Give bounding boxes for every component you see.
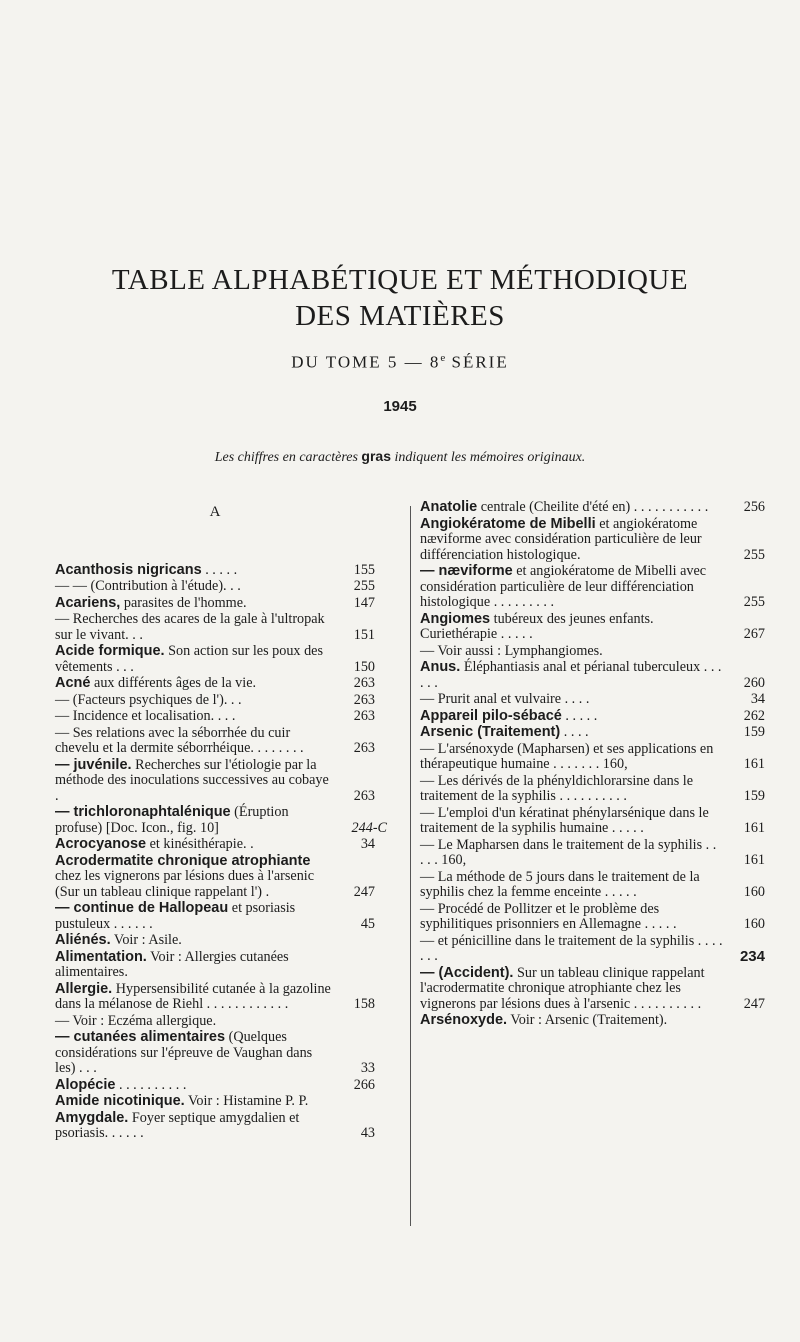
entry-description: — Ses relations avec la séborrhée du cuir chevelu et la dermite séborrhéique. . . . . . . . xyxy=(55,724,304,756)
entry-text xyxy=(420,806,723,837)
entry-text xyxy=(420,870,723,901)
index-entry xyxy=(55,644,375,675)
entry-description: — Les dérivés de la phényldichlorarsine dans le traitement de la syphilis . . . . . . . . . . xyxy=(420,772,694,804)
entry-headword: — cutanées alimentaires xyxy=(55,1029,226,1045)
entry-page: 161 xyxy=(743,820,765,836)
entry-page: 150 xyxy=(353,658,375,675)
entry-description: Voir : Arsenic (Traitement). xyxy=(507,1012,668,1028)
entry-text xyxy=(420,500,723,516)
entry-text xyxy=(55,950,333,981)
entry-description: — Le Mapharsen dans le traitement de la syphilis . . . . . 160, xyxy=(420,836,717,868)
entry-headword: Arsenic (Traitement) xyxy=(420,724,561,740)
entry-page: 244-C xyxy=(351,819,387,836)
entry-headword: Alimentation. xyxy=(55,948,147,965)
entry-text xyxy=(55,726,333,757)
entry-description: — (Facteurs psychiques de l'). . . xyxy=(55,691,242,708)
entry-text xyxy=(55,596,333,612)
index-entry xyxy=(55,982,375,1013)
entry-headword: Appareil pilo-sébacé xyxy=(420,707,562,724)
entry-page: 262 xyxy=(743,707,765,724)
entry-description: . . . . xyxy=(560,724,589,740)
entry-text xyxy=(55,612,333,643)
entry-page: 43 xyxy=(360,1125,375,1141)
entry-headword: Acrodermatite chronique atrophiante xyxy=(55,852,311,869)
entry-text xyxy=(55,805,333,836)
index-entry xyxy=(420,500,765,516)
entry-text xyxy=(55,563,333,579)
index-entry xyxy=(420,838,765,869)
entry-description: chez les vignerons par lésions dues à l'arsenic (Sur un tableau clinique rappelant l') . xyxy=(55,868,315,900)
entry-headword: Acanthosis nigricans xyxy=(55,561,202,578)
entry-description: — L'arsénoxyde (Mapharsen) et ses applications en thérapeutique humaine . . . . . . . 160, xyxy=(420,740,714,772)
entry-page: 263 xyxy=(353,691,375,708)
entry-text xyxy=(55,1094,333,1110)
entry-description: Éléphantiasis anal et périanal tuberculeux . . . . . . xyxy=(420,659,722,691)
entry-headword: Angiomes xyxy=(420,610,491,627)
entry-page: 255 xyxy=(743,546,765,563)
note-pre: Les chiffres en caractères xyxy=(214,450,362,465)
index-entry xyxy=(420,934,765,965)
entry-text xyxy=(420,612,723,643)
index-entry xyxy=(55,563,375,579)
index-entry xyxy=(420,517,765,564)
entry-page: 45 xyxy=(360,915,375,932)
entry-text xyxy=(420,966,723,1013)
entry-text xyxy=(55,709,333,725)
entry-description: Hypersensibilité cutanée à la gazoline dans la mélanose de Riehl . . . . . . . . . . . . xyxy=(55,980,331,1012)
index-entry xyxy=(55,1094,375,1110)
entry-text xyxy=(420,934,723,965)
entry-text xyxy=(420,725,723,741)
index-entry xyxy=(55,804,387,836)
entry-page: 155 xyxy=(353,561,375,578)
entry-text xyxy=(55,837,333,853)
index-entry xyxy=(55,854,375,901)
index-entry xyxy=(420,870,765,901)
entry-text xyxy=(420,774,723,805)
entry-page: 33 xyxy=(360,1060,375,1076)
entry-headword: Aliénés. xyxy=(55,932,111,948)
entry-text xyxy=(55,1111,333,1142)
entry-description: — La méthode de 5 jours dans le traitement de la syphilis chez la femme enceinte . . . . . xyxy=(420,868,700,900)
entry-text xyxy=(420,517,723,564)
index-entry xyxy=(55,612,375,643)
entry-description: Voir : Histamine P. P. xyxy=(184,1093,309,1109)
entry-page: 159 xyxy=(743,788,765,804)
entry-description: Voir : Allergies cutanées alimentaires. xyxy=(55,948,289,980)
entry-text xyxy=(55,1030,333,1077)
index-entry xyxy=(55,1030,375,1077)
entry-page: 34 xyxy=(360,836,375,852)
index-entry xyxy=(55,579,375,595)
entry-page: 159 xyxy=(743,724,765,740)
entry-text xyxy=(55,933,333,949)
year: 1945 xyxy=(383,398,417,415)
entry-page: 255 xyxy=(353,578,375,594)
entry-text xyxy=(55,901,333,932)
entry-description: Sur un tableau clinique rappelant l'acrodermatite chronique atrophiante chez les vignerons par lésions dues à l'arsenic . . . . . . . . . . xyxy=(420,964,705,1012)
bold-numbers-note xyxy=(0,448,800,466)
entry-text xyxy=(420,660,723,691)
entry-text xyxy=(420,564,723,611)
index-entry xyxy=(55,676,375,692)
entry-page: 151 xyxy=(353,626,375,643)
index-entry xyxy=(420,644,765,660)
entry-page: 263 xyxy=(353,740,375,756)
entry-headword: — (Accident). xyxy=(420,964,514,981)
index-entry xyxy=(55,1111,375,1142)
entry-page: 234 xyxy=(739,948,765,965)
index-entry xyxy=(55,950,375,981)
entry-description: (Éruption profuse) [Doc. Icon., fig. 10] xyxy=(55,804,289,836)
entry-page: 147 xyxy=(353,594,375,611)
index-entry xyxy=(420,742,765,773)
index-entry xyxy=(55,726,375,757)
entry-description: — et pénicilline dans le traitement de la syphilis . . . . . . . xyxy=(420,932,723,964)
entry-description: — Recherches des acares de la gale à l'ultropak sur le vivant. . . xyxy=(55,611,325,643)
entry-description: Voir : Asile. xyxy=(110,932,182,948)
entry-headword: Acné xyxy=(55,675,91,691)
entry-page: 34 xyxy=(750,691,765,707)
entry-text xyxy=(420,902,723,933)
subtitle-sup: e xyxy=(440,352,446,364)
entry-text xyxy=(55,1078,333,1094)
entry-description: . . . . . xyxy=(201,561,238,578)
left-entries xyxy=(55,561,387,1142)
entry-page: 247 xyxy=(743,995,765,1012)
index-entry xyxy=(55,933,375,949)
entry-text xyxy=(420,692,723,708)
page-title-line-1: TABLE ALPHABÉTIQUE ET MÉTHODIQUE xyxy=(111,264,689,296)
entry-headword: — continue de Hallopeau xyxy=(55,900,229,916)
index-entry xyxy=(55,693,375,709)
entry-description: — Voir aussi : Lymphangiomes. xyxy=(420,642,603,659)
entry-page: 161 xyxy=(743,852,765,868)
entry-description: Recherches sur l'étiologie par la méthode des inoculations successives au cobaye . xyxy=(55,756,329,804)
entry-text xyxy=(420,838,723,869)
entry-description: centrale (Cheilite d'été en) . . . . . . . . . . . xyxy=(477,499,709,515)
entry-headword: Arsénoxyde. xyxy=(420,1012,508,1028)
section-letter: A xyxy=(209,504,221,520)
entry-text xyxy=(420,644,723,660)
entry-headword: Acide formique. xyxy=(55,643,165,659)
entry-headword: Anatolie xyxy=(420,499,478,515)
entry-page: 256 xyxy=(743,499,765,515)
index-entry xyxy=(420,612,765,643)
index-entry xyxy=(420,1013,765,1029)
entry-page: 266 xyxy=(353,1076,375,1093)
entry-headword: Amygdale. xyxy=(55,1109,129,1126)
entry-description: et angiokératome næviforme avec considération particulière de leur différenciation histologique. xyxy=(420,515,702,563)
entry-page: 267 xyxy=(743,626,765,642)
index-entry xyxy=(55,837,375,853)
entry-description: et psoriasis pustuleux . . . . . . xyxy=(55,900,296,932)
entry-description: tubéreux des jeunes enfants. Curiethérapie . . . . . xyxy=(420,610,654,642)
entry-description: — Voir : Eczéma allergique. xyxy=(55,1012,217,1029)
index-entry xyxy=(420,692,765,708)
entry-text xyxy=(55,982,333,1013)
note-bold: gras xyxy=(361,448,391,464)
entry-text xyxy=(55,579,333,595)
entry-headword: Acariens, xyxy=(55,594,121,611)
index-entry xyxy=(420,966,765,1013)
entry-page: 247 xyxy=(353,883,375,900)
entry-page: 158 xyxy=(353,996,375,1012)
entry-description: — L'emploi d'un kératinat phénylarsénique dans le traitement de la syphilis humaine . . . . . xyxy=(420,804,709,836)
entry-description: Foyer septique amygdalien et psoriasis. . . . . . xyxy=(55,1109,300,1141)
index-entry xyxy=(55,758,375,805)
entry-description: — — (Contribution à l'étude). . . xyxy=(55,578,241,594)
volume-subtitle xyxy=(0,352,800,373)
index-entry xyxy=(55,901,375,932)
right-column xyxy=(420,500,765,1030)
index-entry xyxy=(420,709,765,725)
entry-description: — Incidence et localisation. . . . xyxy=(55,708,236,724)
entry-text xyxy=(420,1013,723,1029)
entry-headword: — næviforme xyxy=(420,563,513,579)
entry-page: 160 xyxy=(743,916,765,932)
entry-text xyxy=(55,644,333,675)
entry-page: 263 xyxy=(353,708,375,724)
index-entry xyxy=(420,806,765,837)
subtitle-post: SÉRIE xyxy=(445,352,509,372)
entry-description: aux différents âges de la vie. xyxy=(90,675,257,691)
index-entry xyxy=(420,660,765,691)
entry-headword: Amide nicotinique. xyxy=(55,1093,185,1109)
index-entry xyxy=(55,596,375,612)
page-title-line-2: DES MATIÈRES xyxy=(295,300,505,332)
entry-headword: — trichloronaphtalénique xyxy=(55,804,231,820)
entry-headword: Acrocyanose xyxy=(55,836,147,852)
entry-description: et angiokératome de Mibelli avec considération particulière de leur différenciation histologique . . . . . . . . . xyxy=(420,563,707,610)
right-entries xyxy=(420,500,765,1029)
entry-description: . . . . . . . . . . xyxy=(115,1076,187,1093)
entry-description: — Prurit anal et vulvaire . . . . xyxy=(420,691,590,707)
index-entry xyxy=(420,902,765,933)
index-entry xyxy=(55,1014,375,1030)
entry-page: 263 xyxy=(353,787,375,804)
entry-description: et kinésithérapie. . xyxy=(146,836,254,852)
entry-text xyxy=(55,676,333,692)
entry-page: 260 xyxy=(743,674,765,691)
subtitle-pre: DU TOME 5 — 8 xyxy=(291,352,441,372)
entry-description: parasites de l'homme. xyxy=(120,594,247,611)
entry-page: 263 xyxy=(353,675,375,691)
entry-headword: Alopécie xyxy=(55,1076,116,1093)
entry-text xyxy=(55,1014,333,1030)
index-entry xyxy=(55,1078,375,1094)
entry-text xyxy=(420,742,723,773)
index-entry xyxy=(420,774,765,805)
index-entry xyxy=(55,709,375,725)
entry-description: — Procédé de Pollitzer et le problème des syphilitiques prisonniers en Allemagne . . . . . xyxy=(420,900,677,932)
index-entry xyxy=(420,725,765,741)
entry-text xyxy=(55,854,333,901)
note-post: indiquent les mémoires originaux. xyxy=(391,450,586,465)
entry-description: Son action sur les poux des vêtements . . . xyxy=(55,643,323,675)
entry-text xyxy=(55,758,333,805)
left-column xyxy=(55,500,387,1143)
index-entry xyxy=(420,564,765,611)
entry-headword: Angiokératome de Mibelli xyxy=(420,515,596,532)
column-divider xyxy=(410,506,411,1226)
entry-description: . . . . . xyxy=(561,707,598,724)
entry-headword: Allergie. xyxy=(55,980,113,997)
entry-page: 161 xyxy=(743,756,765,772)
entry-page: 255 xyxy=(743,594,765,610)
entry-text xyxy=(420,709,723,725)
entry-headword: Anus. xyxy=(420,659,461,675)
entry-text xyxy=(55,693,333,709)
entry-description: (Quelques considérations sur l'épreuve de Vaughan dans les) . . . xyxy=(55,1029,313,1076)
entry-page: 160 xyxy=(743,884,765,900)
entry-headword: — juvénile. xyxy=(55,756,132,773)
